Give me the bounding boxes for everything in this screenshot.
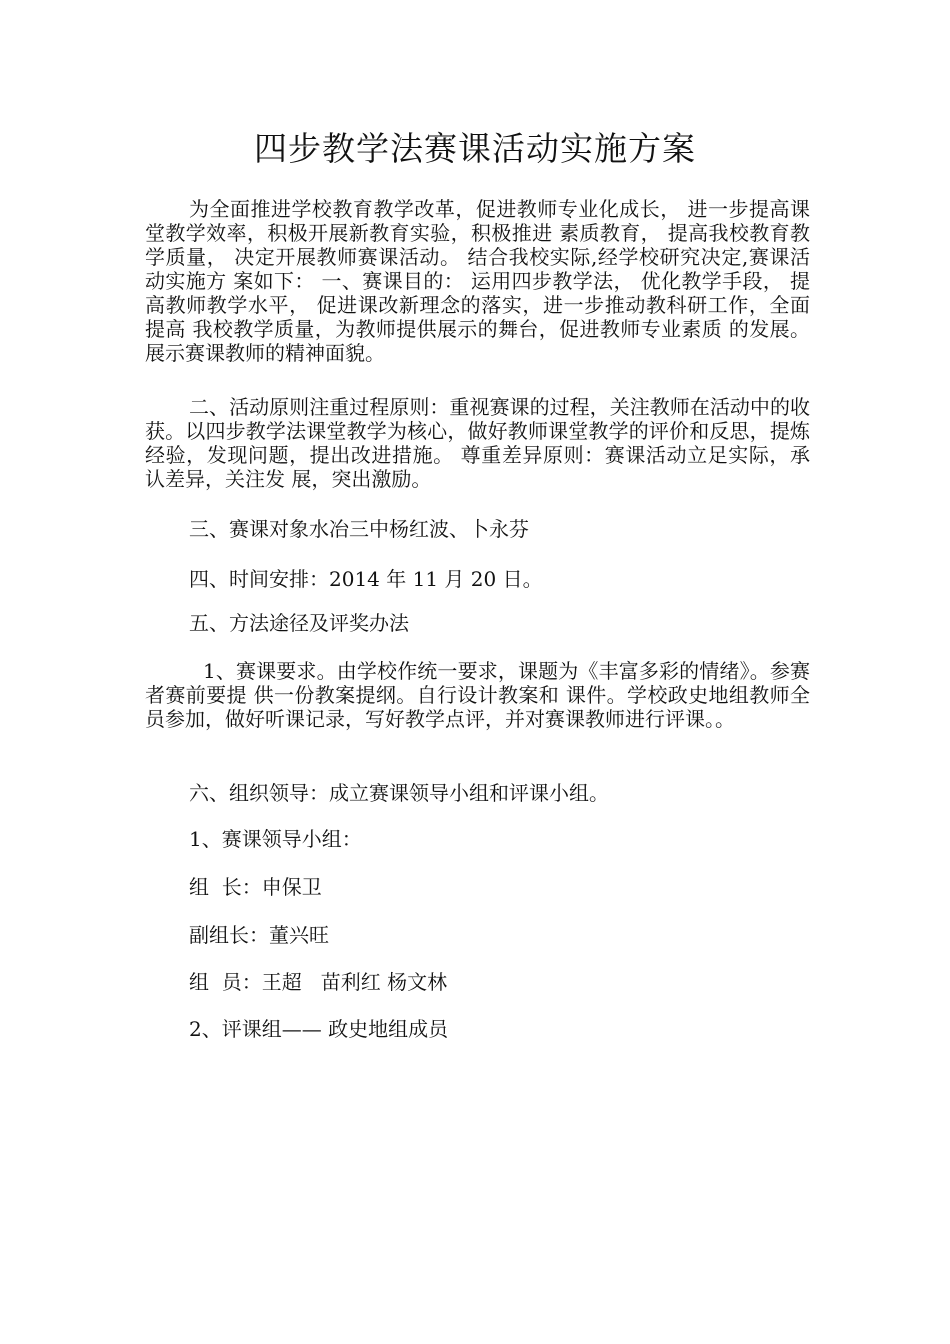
paragraph-requirements: 1、赛课要求。由学校作统一要求，课题为《丰富多彩的情绪》。参赛者赛前要提 供一份教案提纲。自行设计教案和 课件。学校政史地组教师全员参加，做好听课记录，写好教学点评，并对赛课教师进行评课。。 xyxy=(145,659,810,731)
paragraph-methods-heading: 五、方法途径及评奖办法 xyxy=(189,611,409,635)
paragraph-deputy-leader: 副组长：董兴旺 xyxy=(189,923,329,947)
paragraph-group-leader: 组 长：申保卫 xyxy=(189,875,322,899)
paragraph-participants: 三、赛课对象水冶三中杨红波、卜永芬 xyxy=(189,517,529,541)
paragraph-schedule: 四、时间安排：2014 年 11 月 20 日。 xyxy=(189,567,543,591)
paragraph-organization: 六、组织领导：成立赛课领导小组和评课小组。 xyxy=(189,781,609,805)
document-title: 四步教学法赛课活动实施方案 xyxy=(254,129,696,168)
paragraph-intro: 为全面推进学校教育教学改革，促进教师专业化成长， 进一步提高课堂教学效率，积极开展新教育实验，积极推进 素质教育， 提高我校教育教学质量， 决定开展教师赛课活动。 结合我校实际,经学校研究决定,赛课活动实施方 案如下： 一、赛课目的： 运用四步教学法， 优化教学手段， 提高教师教学水平， 促进课改新理念的落实，进一步推动教科研工作，全面提高 我校教学质量，为教师提供展示的舞台，促进教师专业素质 的发展。展示赛课教师的精神面貌。 xyxy=(145,197,810,365)
paragraph-leader-group: 1、赛课领导小组： xyxy=(189,827,362,851)
paragraph-review-group: 2、评课组—— 政史地组成员 xyxy=(189,1017,449,1041)
paragraph-members: 组 员：王超 苗利红 杨文林 xyxy=(189,970,448,994)
paragraph-principles: 二、活动原则注重过程原则：重视赛课的过程，关注教师在活动中的收获。以四步教学法课堂教学为核心，做好教师课堂教学的评价和反思，提炼经验，发现问题，提出改进措施。 尊重差异原则：赛课活动立足实际，承认差异，关注发 展，突出激励。 xyxy=(145,395,810,491)
